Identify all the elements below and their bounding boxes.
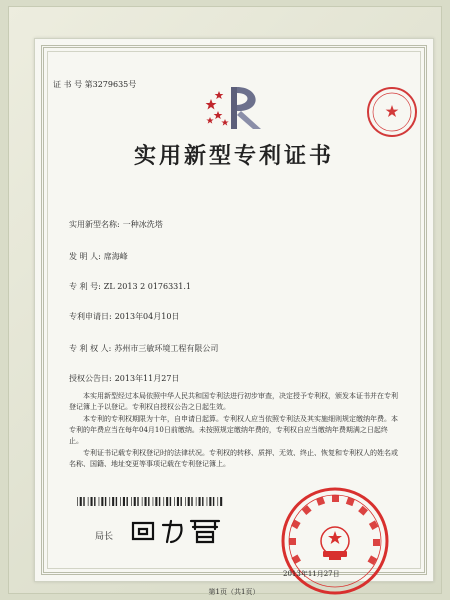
director-signature — [127, 515, 227, 545]
photo-frame — [8, 6, 442, 594]
field-value: 苏州市三敏环境工程有限公司 — [114, 344, 219, 353]
field-patent-number — [69, 281, 191, 292]
barcode — [77, 497, 225, 506]
stamp-seal-top — [365, 85, 419, 139]
issue-date: 2013年11月27日 — [283, 570, 340, 578]
field-value: 席海峰 — [103, 252, 128, 261]
field-label: 专 利 权 人: — [69, 344, 112, 353]
field-label: 发 明 人: — [69, 252, 101, 261]
director-label: 局长 — [95, 532, 114, 542]
field-inventor — [69, 251, 128, 262]
body-paragraph: 本实用新型经过本局依照中华人民共和国专利法进行初步审查，决定授予专利权，颁发本证书并在专利登记簿上予以登记。专利权自授权公告之日起生效。 — [69, 392, 398, 411]
field-utility-model-name — [69, 219, 163, 230]
stamp-seal-main — [279, 485, 391, 597]
certificate-body — [69, 391, 399, 471]
field-label: 专利申请日: — [69, 312, 112, 321]
field-grant-date — [69, 373, 179, 384]
field-label: 实用新型名称: — [69, 220, 120, 229]
field-label: 授权公告日: — [69, 374, 112, 383]
field-label: 专 利 号: — [69, 282, 101, 291]
certificate-sheet — [34, 38, 434, 596]
field-value: ZL 2013 2 0176331.1 — [103, 282, 191, 291]
patent-office-logo — [201, 79, 269, 135]
field-value: 一种冰洗塔 — [122, 220, 163, 229]
certificate-number: 证 书 号 第3279635号 — [53, 80, 137, 89]
body-paragraph: 专利证书记载专利权登记时的法律状况。专利权的转移、质押、无效、终止、恢复和专利权人的姓名或名称、国籍、地址变更等事项记载在专利登记簿上。 — [69, 449, 398, 468]
field-value: 2013年04月10日 — [114, 312, 180, 321]
field-value: 2013年11月27日 — [114, 374, 180, 383]
field-patentee — [69, 343, 218, 354]
field-application-date — [69, 311, 179, 322]
body-paragraph: 本专利的专利权期限为十年，自申请日起算。专利权人应当依照专利法及其实施细则规定缴纳年费。本专利的年费应当在每年04月10日前缴纳。未按照规定缴纳年费的，专利权自应当缴纳年费期满之日起终止。 — [69, 415, 398, 445]
certificate-title: 实用新型专利证书 — [133, 143, 334, 169]
page-number: 第1页（共1页） — [208, 588, 260, 596]
